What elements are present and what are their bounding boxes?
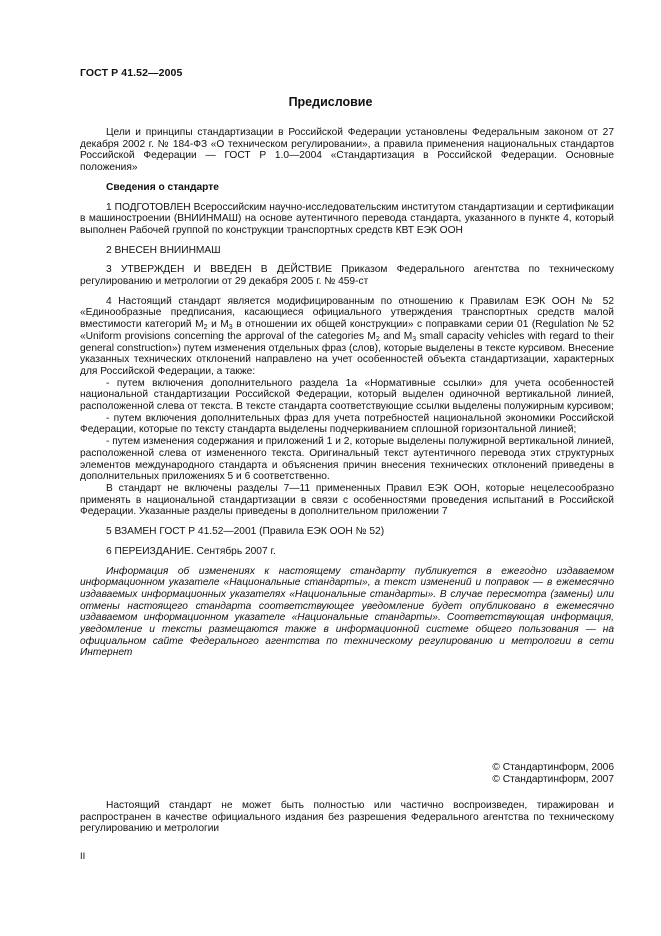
document-code-header: ГОСТ Р 41.52—2005 bbox=[80, 67, 183, 79]
subscript-3b: 3 bbox=[412, 335, 417, 343]
changes-info-note: Информация об изменениях к настоящему стандарту публикуется в ежегодно издаваемом информационном указателе «Национальные стандарты», а текст изменений и поправок — в ежемесячно издаваемых информационных указателях «Национальные стандарты». В случае пересмотра (замены) или отмены настоящего стандарта соответствующее уведомление будет опубликовано в ежемесячно издаваемом информационном указателе «Национальные стандарты». Соответствующая информация, уведомление и тексты размещаются также в информационной системе общего пользования — на официальном сайте Федерального агентства по техническому регулированию и метрологии в сети Интернет bbox=[80, 565, 614, 659]
reproduction-note-text: Настоящий стандарт не может быть полностью или частично воспроизведен, тиражирован и распространен в качестве официального издания без разрешения Федерального агентства по техническому регулированию и метрологии bbox=[80, 800, 614, 835]
item-4-text-e: small capacity vehicles with regard to their general construction») путем изменения отдельных фраз (слов), которые выделены в тексте курсивом. Внесение указанных технических отклонений направлено на учет особенностей объекта стандартизации, характерных для Российской Федерации, а также: bbox=[80, 330, 614, 377]
copyright-block bbox=[492, 762, 614, 786]
item-4-text-a: 4 Настоящий стандарт является модифицированным по отношению к Правилам ЕЭК ООН № 52 «Единообразные предписания, касающиеся официального утверждения транспортных средств малой вместимости категорий M bbox=[80, 295, 614, 331]
reproduction-note bbox=[80, 800, 614, 835]
item-4-text-b: и M bbox=[207, 319, 229, 331]
item-4-bullet-3: - путем изменения содержания и приложений 1 и 2, которые выделены полужирной вертикальной линией, расположенной слева от измененного текста. Оригинальный текст аутентичного перевода этих структурных элементов международного стандарта и объяснения причин внесения технических отклонений приведены в дополнительных приложениях 5 и 6 соответственно. bbox=[80, 436, 614, 483]
page-title: Предисловие bbox=[288, 95, 373, 109]
intro-paragraph: Цели и принципы стандартизации в Российской Федерации установлены Федеральным законом от 27 декабря 2002 г. № 184-ФЗ «О техническом регулировании», а правила применения национальных стандартов Российской Федерации — ГОСТ Р 1.0—2004 «Стандартизация в Российской Федерации. Основные положения» bbox=[80, 127, 614, 174]
item-4-excluded-sections: В стандарт не включены разделы 7—11 примененных Правил ЕЭК ООН, которые нецелесообразно применять в национальной стандартизации в связи с особенностями проведения испытаний в Российской Федерации. Указанные разделы приведены в дополнительном приложении 7 bbox=[80, 482, 614, 518]
copyright-line-1: © Стандартинформ, 2006 bbox=[492, 762, 614, 773]
item-4-bullet-2: - путем включения дополнительных фраз для учета потребностей национальной экономики Российской Федерации, которые по тексту стандарта выделены подчеркиванием сплошной горизонтальной линией; bbox=[80, 412, 614, 436]
item-5: 5 ВЗАМЕН ГОСТ Р 41.52—2001 (Правила ЕЭК ООН № 52) bbox=[106, 526, 385, 538]
item-2: 2 ВНЕСЕН ВНИИНМАШ bbox=[106, 244, 221, 256]
subscript-2: 2 bbox=[203, 324, 208, 332]
item-4-text-c: в отношении их общей конструкции» с поправками серии 01 (Regulation № 52 «Uniform provisions concerning the approval of the categories M bbox=[80, 319, 615, 342]
item-4-paragraph bbox=[80, 296, 614, 378]
preface-body bbox=[80, 127, 614, 659]
item-4-bullet-1: - путем включения дополнительного раздела 1а «Нормативные ссылки» для учета особенностей национальной стандартизации Российской Федерации, который выделен одиночной вертикальной линией, расположенной слева от текста. В тексте стандарта соответствующие ссылки выделены полужирным курсивом; bbox=[80, 377, 614, 413]
item-4-text-d: and M bbox=[379, 330, 413, 342]
page-number: II bbox=[80, 851, 86, 862]
item-6: 6 ПЕРЕИЗДАНИЕ. Сентябрь 2007 г. bbox=[106, 545, 276, 557]
copyright-line-2: © Стандартинформ, 2007 bbox=[492, 774, 614, 785]
item-1: 1 ПОДГОТОВЛЕН Всероссийским научно-исследовательским институтом стандартизации и сертификации в машиностроении (ВНИИНМАШ) на основе аутентичного перевода стандарта, указанного в пункте 4, который выполнен Рабочей группой по конструкции транспортных средств КВТ ЕЭК ООН bbox=[80, 201, 614, 236]
section-heading: Сведения о стандарте bbox=[106, 181, 219, 193]
subscript-3: 3 bbox=[228, 324, 233, 332]
subscript-2b: 2 bbox=[375, 335, 380, 343]
item-3: 3 УТВЕРЖДЕН И ВВЕДЕН В ДЕЙСТВИЕ Приказом Федерального агентства по техническому регулированию и метрологии от 29 декабря 2005 г. № 459-ст bbox=[80, 264, 614, 288]
